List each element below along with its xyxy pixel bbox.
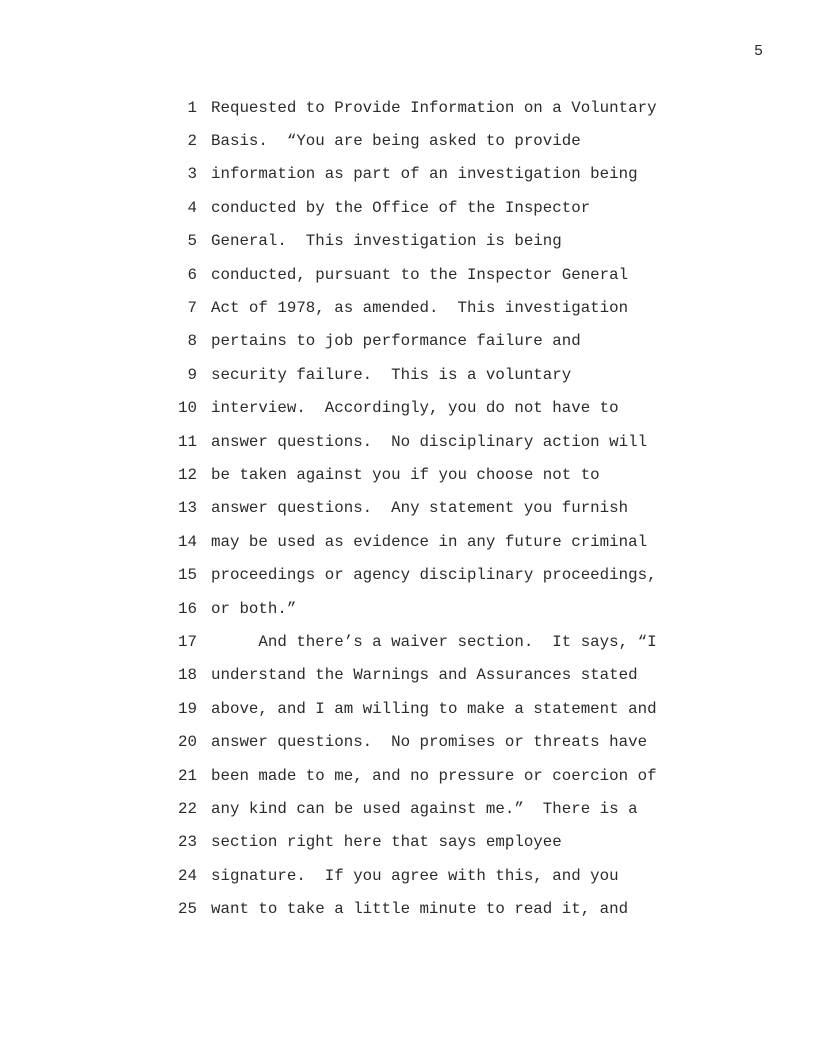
- line-text: answer questions. Any statement you furnish: [211, 499, 629, 518]
- page-number: 5: [753, 43, 763, 60]
- line-text: section right here that says employee: [211, 833, 562, 852]
- line-number: 7: [187, 299, 197, 318]
- transcript-line: [172, 291, 692, 324]
- transcript-line: [172, 91, 692, 124]
- line-number: 15: [178, 566, 197, 585]
- line-text: may be used as evidence in any future criminal: [211, 532, 648, 551]
- line-text: information as part of an investigation being: [211, 165, 638, 184]
- line-text: conducted by the Office of the Inspector: [211, 198, 591, 217]
- transcript-line: [172, 692, 692, 725]
- line-number: 9: [187, 365, 197, 384]
- line-number: 11: [178, 432, 197, 451]
- line-text: answer questions. No promises or threats have: [211, 733, 648, 752]
- transcript-line: [172, 859, 692, 892]
- transcript-line: [172, 124, 692, 157]
- line-number: 13: [178, 499, 197, 518]
- transcript-line: [172, 792, 692, 825]
- transcript-line: [172, 325, 692, 358]
- line-text: Basis. “You are being asked to provide: [211, 132, 581, 151]
- transcript-line: [172, 759, 692, 792]
- line-number: 22: [178, 799, 197, 818]
- line-number: 16: [178, 599, 197, 618]
- line-number: 14: [178, 532, 197, 551]
- line-number: 24: [178, 866, 197, 885]
- line-text: pertains to job performance failure and: [211, 332, 581, 351]
- line-number: 17: [178, 632, 197, 651]
- line-text: signature. If you agree with this, and you: [211, 866, 619, 885]
- transcript-line: [172, 191, 692, 224]
- line-number: 18: [178, 666, 197, 685]
- line-number: 21: [178, 766, 197, 785]
- line-number: 4: [187, 198, 197, 217]
- transcript-line: [172, 158, 692, 191]
- line-text: security failure. This is a voluntary: [211, 365, 572, 384]
- transcript-line: [172, 826, 692, 859]
- line-text: interview. Accordingly, you do not have to: [211, 399, 619, 418]
- transcript-line: [172, 358, 692, 391]
- line-text: above, and I am willing to make a statement and: [211, 699, 657, 718]
- line-number: 8: [187, 332, 197, 351]
- line-number: 23: [178, 833, 197, 852]
- transcript-line: [172, 458, 692, 491]
- line-number: 2: [187, 132, 197, 151]
- transcript-line: [172, 425, 692, 458]
- line-text: Requested to Provide Information on a Voluntary: [211, 98, 657, 117]
- line-text: or both.”: [211, 599, 297, 618]
- line-number: 10: [178, 399, 197, 418]
- line-number: 1: [187, 98, 197, 117]
- line-number: 25: [178, 900, 197, 919]
- transcript-line: [172, 392, 692, 425]
- transcript-line: [172, 225, 692, 258]
- transcript-line: [172, 492, 692, 525]
- line-number: 6: [187, 265, 197, 284]
- line-text: General. This investigation is being: [211, 232, 562, 251]
- line-text: any kind can be used against me.” There is a: [211, 799, 638, 818]
- transcript-line: [172, 258, 692, 291]
- line-text: proceedings or agency disciplinary proceedings,: [211, 566, 657, 585]
- line-number: 3: [187, 165, 197, 184]
- transcript-line: [172, 525, 692, 558]
- line-text: And there’s a waiver section. It says, “I: [211, 632, 657, 651]
- transcript-line: [172, 558, 692, 591]
- transcript-body: [172, 91, 692, 926]
- transcript-line: [172, 892, 692, 925]
- line-number: 5: [187, 232, 197, 251]
- transcript-line: [172, 659, 692, 692]
- transcript-line: [172, 625, 692, 658]
- line-text: want to take a little minute to read it, and: [211, 900, 629, 919]
- transcript-line: [172, 592, 692, 625]
- line-text: conducted, pursuant to the Inspector General: [211, 265, 629, 284]
- line-text: understand the Warnings and Assurances stated: [211, 666, 638, 685]
- line-text: be taken against you if you choose not to: [211, 465, 600, 484]
- line-number: 19: [178, 699, 197, 718]
- line-number: 12: [178, 465, 197, 484]
- line-text: Act of 1978, as amended. This investigation: [211, 299, 629, 318]
- line-text: answer questions. No disciplinary action will: [211, 432, 648, 451]
- transcript-line: [172, 725, 692, 758]
- line-number: 20: [178, 733, 197, 752]
- line-text: been made to me, and no pressure or coercion of: [211, 766, 657, 785]
